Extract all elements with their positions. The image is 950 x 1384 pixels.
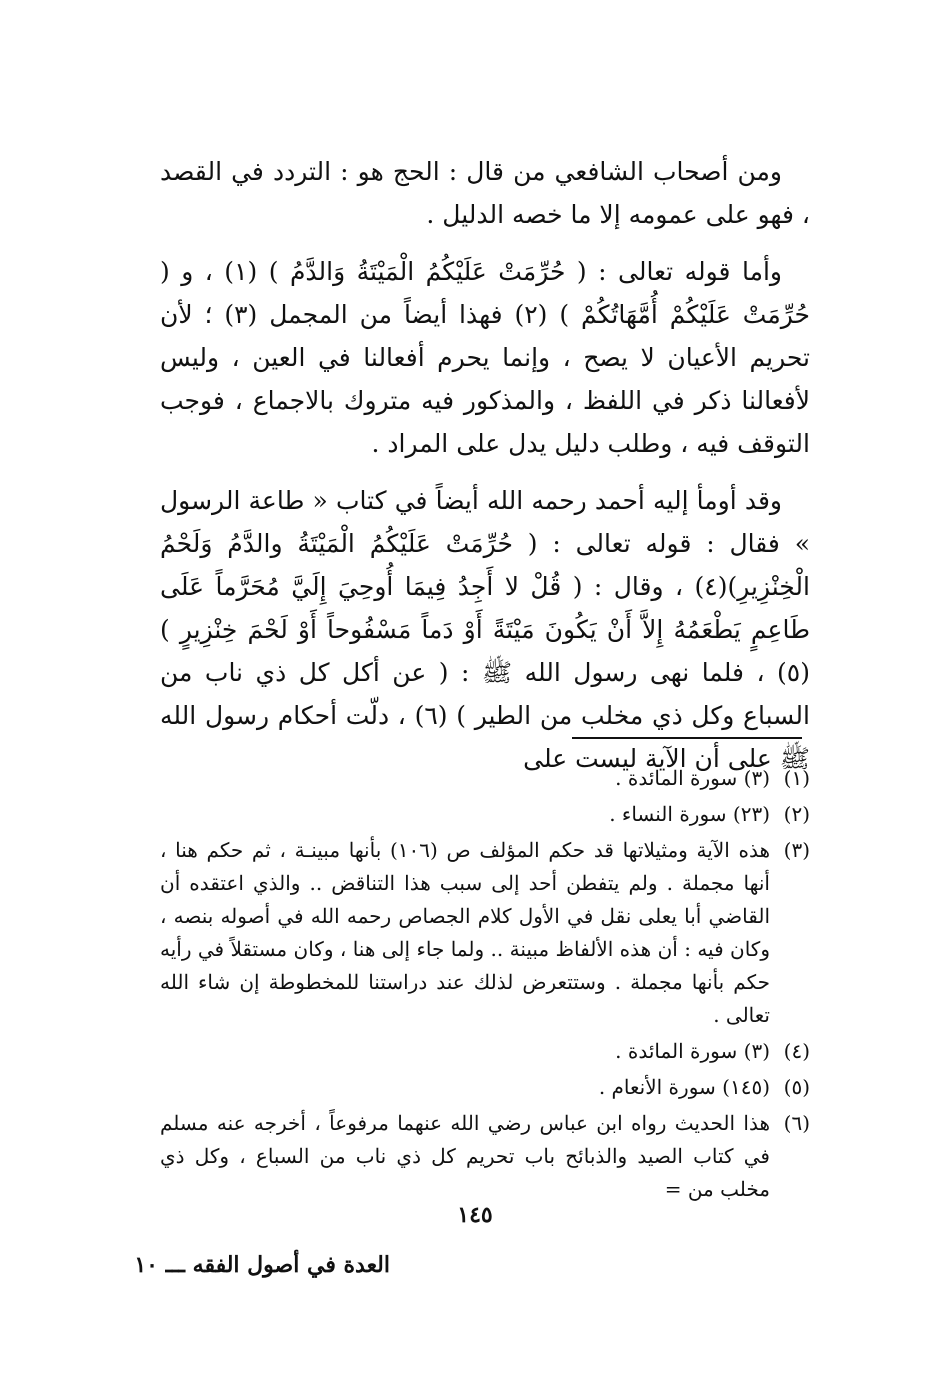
page-number: ١٤٥ (457, 1202, 493, 1228)
footnote-text: (٣) سورة المائدة . (615, 1039, 770, 1063)
footnotes (160, 762, 810, 1209)
footnote-text: هذه الآية ومثيلاتها قد حكم المؤلف ص (١٠٦) بأنها مبينـة ، ثم حكم هنا ، أنها مجملة . ولم يتفطن أحد إلى سبب هذا التناقض .. والذي اعتقده أن القاضي أبا يعلى نقل في الأول كلام الجصاص رحمه الله في أصوله بنصه ، وكان فيه : أن هذه الألفاظ مبينة .. ولما جاء إلى هنا ، وكان مستقلاً في رأيه حكم بأنها مجملة . وستتعرض لذلك عند دراستنا للمخطوطة إن شاء الله تعالى . (160, 838, 770, 1027)
footnote-3 (160, 834, 810, 1032)
footnote-number: (٢) (783, 802, 810, 826)
footnote-1 (160, 762, 810, 795)
main-text (160, 150, 810, 794)
footnote-text: (١٤٥) سورة الأنعام . (598, 1075, 770, 1099)
footnote-text: (٣) سورة المائدة . (615, 766, 770, 790)
footnote-text: (٢٣) سورة النساء . (609, 802, 770, 826)
footnote-4 (160, 1035, 810, 1068)
running-footer: العدة في أصول الفقه ـــ ١٠ (134, 1252, 390, 1278)
paragraph-1: ومن أصحاب الشافعي من قال : الحج هو : التردد في القصد ، فهو على عمومه إلا ما خصه الدليل . (160, 157, 810, 229)
footnote-number: (١) (783, 766, 810, 790)
footnote-number: (٤) (783, 1039, 810, 1063)
footnote-2 (160, 798, 810, 831)
footnote-number: (٥) (783, 1075, 810, 1099)
paragraph-3: وقد أومأ إليه أحمد رحمه الله أيضاً في كتاب « طاعة الرسول » فقال : قوله تعالى : ( حُرِّمَتْ عَلَيْكُمُ الْمَيْتَةُ والدَّمُ وَلَحْمُ الْخِنْزِيرِ)(٤) ، وقال : ( قُلْ لا أَجِدُ فِيمَا أُوحِيَ إِلَيَّ مُحَرَّماً عَلَى طَاعِمٍ يَطْعَمُهُ إِلاَّ أَنْ يَكُونَ مَيْتَةً أَوْ دَماً مَسْفُوحاً أَوْ لَحْمَ خِنْزِيرٍ ) (٥) ، فلما نهى رسول الله ﷺ : ( عن أكل كل ذي ناب من السباع وكل ذي مخلب من الطير ) (٦) ، دلّت أحكام رسول الله ﷺ على أن الآية ليست على (160, 486, 810, 773)
footnote-6 (160, 1107, 810, 1206)
footnote-5 (160, 1071, 810, 1104)
footnote-text: هذا الحديث رواه ابن عباس رضي الله عنهما مرفوعاً ، أخرجه عنه مسلم في كتاب الصيد والذبائح باب تحريم كل ذي ناب من السباع ، وكل ذي مخلب من = (160, 1111, 770, 1201)
footnote-number: (٦) (783, 1111, 810, 1135)
footnote-number: (٣) (783, 838, 810, 862)
paragraph-2: وأما قوله تعالى : ( حُرِّمَتْ عَلَيْكُمُ الْمَيْتَةُ وَالدَّمُ ) (١) ، و ( حُرِّمَتْ عَلَيْكُمْ أُمَّهَاتُكُمْ ) (٢) فهذا أيضاً من المجمل (٣) ؛ لأن تحريم الأعيان لا يصح ، وإنما يحرم أفعالنا في العين ، وليس لأفعالنا ذكر في اللفظ ، والمذكور فيه متروك بالاجماع ، فوجب التوقف فيه ، وطلب دليل يدل على المراد . (160, 257, 810, 458)
footnote-separator (572, 737, 802, 739)
